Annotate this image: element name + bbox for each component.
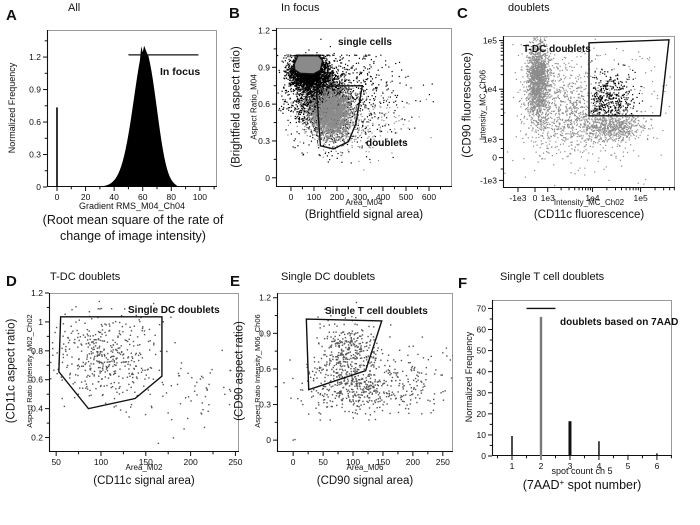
- panel-c-xlabel-main: (CD11c fluorescence): [533, 209, 645, 221]
- panel-f-xlabel-main-part2: spot number): [564, 478, 642, 492]
- panel-c-letter: C: [457, 5, 468, 22]
- panel-e-title: Single DC doublets: [281, 271, 376, 283]
- panel-a-ylabel: Normalized Frequency: [7, 62, 18, 154]
- panel-f-annotation-doublets-7aad: doublets based on 7AAD: [560, 317, 679, 328]
- panel-a-caption-line1: (Root mean square of the rate of: [42, 213, 224, 227]
- panel-b-title: In focus: [281, 2, 320, 14]
- panel-d-title: T-DC doublets: [50, 271, 121, 283]
- panel-e-ylabel-main: (CD90 aspect ratio): [233, 321, 246, 421]
- panel-d-xlabel-main: (CD11c signal area): [93, 475, 195, 487]
- panel-e-ylabel-sub: Aspect Ratio Intensity_M06_Ch06: [252, 314, 262, 428]
- panel-d-ylabel-sub: Aspect Ratio Intensity_M02_Ch02: [24, 314, 34, 428]
- panel-f-title: Single T cell doublets: [500, 271, 605, 283]
- panel-f-ylabel: Normalized Frequency: [464, 331, 475, 423]
- panel-d-gate-label-single-dc-doublets: Single DC doublets: [128, 305, 220, 316]
- panel-e-letter: E: [230, 273, 241, 290]
- panel-c-ylabel-sub: Intensity_MC_Ch06: [478, 69, 488, 141]
- panel-f-xlabel-main: [523, 479, 642, 493]
- panel-b-xlabel-sub: Area_M04: [345, 198, 383, 207]
- panel-a-caption-line2: change of image intensity): [60, 229, 206, 243]
- panel-b-gate-label-doublets: doublets: [366, 138, 408, 149]
- panel-e-xlabel-main: (CD90 signal area): [316, 475, 414, 487]
- panel-c-title: doublets: [508, 2, 550, 14]
- panel-d-letter: D: [6, 273, 17, 290]
- panel-c-ylabel-main: (CD90 fluorescence): [461, 52, 474, 158]
- panel-b-ylabel-sub: Aspect Ratio_M04: [249, 74, 259, 140]
- panel-e-xlabel-sub: Area_M06: [346, 463, 384, 472]
- panel-f-letter: F: [458, 275, 468, 292]
- panel-c-gate-label-t-dc-doublets: T-DC doublets: [523, 44, 591, 55]
- panel-f-xlabel-main-part1: (7AAD: [522, 478, 560, 492]
- panel-b-xlabel-main: (Brightfield signal area): [304, 209, 424, 221]
- panel-d-xlabel-sub: Area_M02: [125, 463, 163, 472]
- panel-b-ylabel-main: (Brightfield aspect ratio): [230, 46, 243, 168]
- panel-a-xlabel: Gradient RMS_M04_Ch04: [78, 201, 186, 211]
- panel-d-ylabel-main: (CD11c aspect ratio): [5, 318, 18, 424]
- panel-e-gate-label-single-t-cell-doublets: Single T cell doublets: [325, 306, 428, 317]
- panel-f-xlabel-sub: spot count ch 5: [551, 466, 613, 476]
- panel-b-gate-label-single-cells: single cells: [338, 37, 392, 48]
- panel-c-xlabel-sub: Intensity_MC_Ch02: [553, 198, 625, 207]
- panel-a-letter: A: [6, 7, 17, 24]
- panel-a-gate-label-in-focus: In focus: [160, 66, 201, 78]
- panel-f-xlabel-main-sup: +: [559, 478, 565, 487]
- panel-a-title: All: [68, 2, 81, 14]
- panel-b-letter: B: [229, 5, 240, 22]
